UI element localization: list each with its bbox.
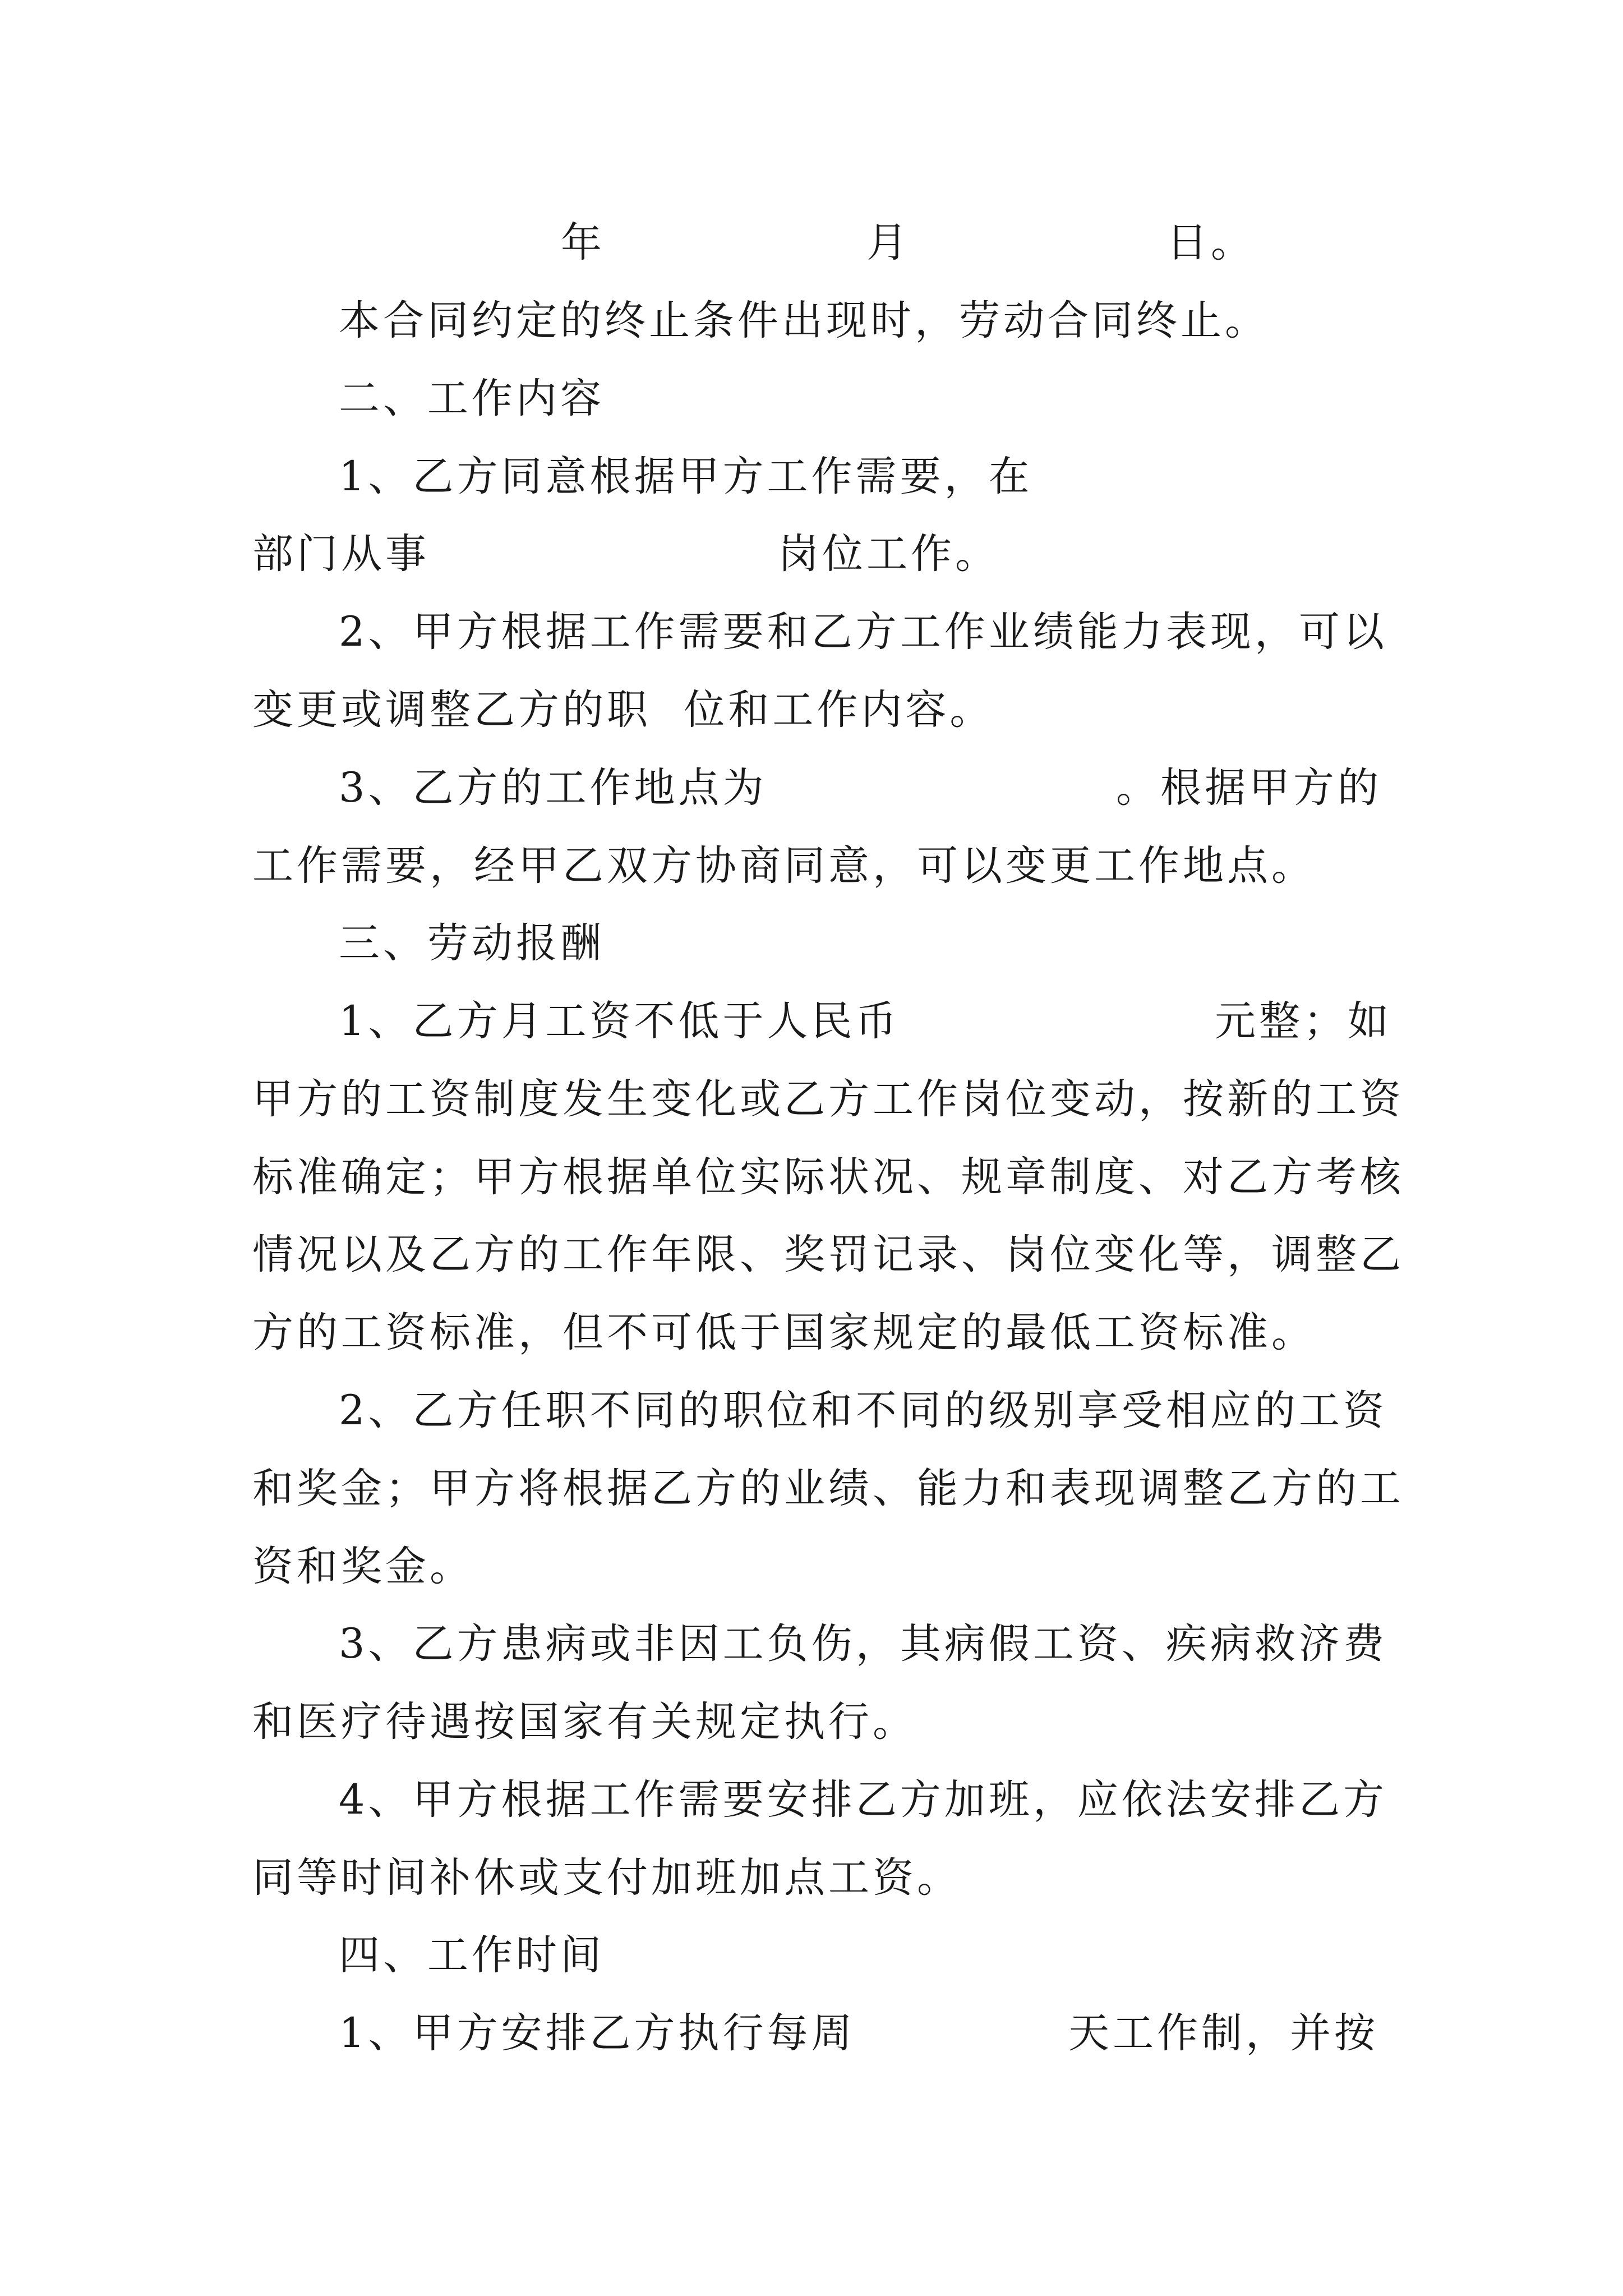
clause-line: 1、甲方安排乙方执行每周 bbox=[339, 2009, 856, 2057]
clause-line: 3、乙方的工作地点为 bbox=[339, 764, 767, 812]
clause-line: 和医疗待遇按国家有关规定执行。 bbox=[252, 1698, 917, 1746]
section-heading: 三、劳动报酬 bbox=[339, 919, 605, 967]
clause-line: 岗位工作。 bbox=[778, 530, 999, 578]
section-heading: 二、工作内容 bbox=[339, 375, 605, 422]
clause-line: 。根据甲方的 bbox=[1116, 764, 1382, 812]
clause-line: 同等时间补休或支付加班加点工资。 bbox=[252, 1854, 961, 1902]
clause-line: 2、乙方任职不同的职位和不同的级别享受相应的工资 bbox=[339, 1387, 1387, 1434]
clause-line: 部门从事 bbox=[252, 530, 430, 578]
date-month: 月 bbox=[866, 219, 911, 266]
date-year: 年 bbox=[561, 219, 605, 266]
clause-line: 1、乙方同意根据甲方工作需要，在 bbox=[339, 453, 1033, 500]
clause-line: 情况以及乙方的工作年限、奖罚记录、岗位变化等，调整乙 bbox=[252, 1231, 1404, 1278]
clause-line: 1、乙方月工资不低于人民币 bbox=[339, 997, 900, 1045]
clause-line: 甲方的工资制度发生变化或乙方工作岗位变动，按新的工资 bbox=[252, 1075, 1404, 1123]
date-day: 日。 bbox=[1166, 219, 1255, 266]
clause-line: 和奖金；甲方将根据乙方的业绩、能力和表现调整乙方的工 bbox=[252, 1465, 1404, 1512]
clause-line: 资和奖金。 bbox=[252, 1543, 474, 1590]
termination-clause: 本合同约定的终止条件出现时，劳动合同终止。 bbox=[339, 297, 1269, 344]
clause-line: 4、甲方根据工作需要安排乙方加班，应依法安排乙方 bbox=[339, 1776, 1387, 1824]
clause-line: 工作需要，经甲乙双方协商同意，可以变更工作地点。 bbox=[252, 842, 1316, 890]
clause-line: 标准确定；甲方根据单位实际状况、规章制度、对乙方考核 bbox=[252, 1153, 1404, 1201]
section-heading: 四、工作时间 bbox=[339, 1931, 605, 1979]
clause-line: 方的工资标准，但不可低于国家规定的最低工资标准。 bbox=[252, 1309, 1316, 1356]
clause-line: 2、甲方根据工作需要和乙方工作业绩能力表现，可以 bbox=[339, 608, 1387, 656]
clause-line: 元整；如 bbox=[1215, 997, 1392, 1045]
clause-line: 3、乙方患病或非因工负伤，其病假工资、疾病救济费 bbox=[339, 1620, 1387, 1668]
clause-line: 变更或调整乙方的职 位和工作内容。 bbox=[252, 686, 994, 734]
clause-line: 天工作制，并按 bbox=[1068, 2009, 1378, 2057]
